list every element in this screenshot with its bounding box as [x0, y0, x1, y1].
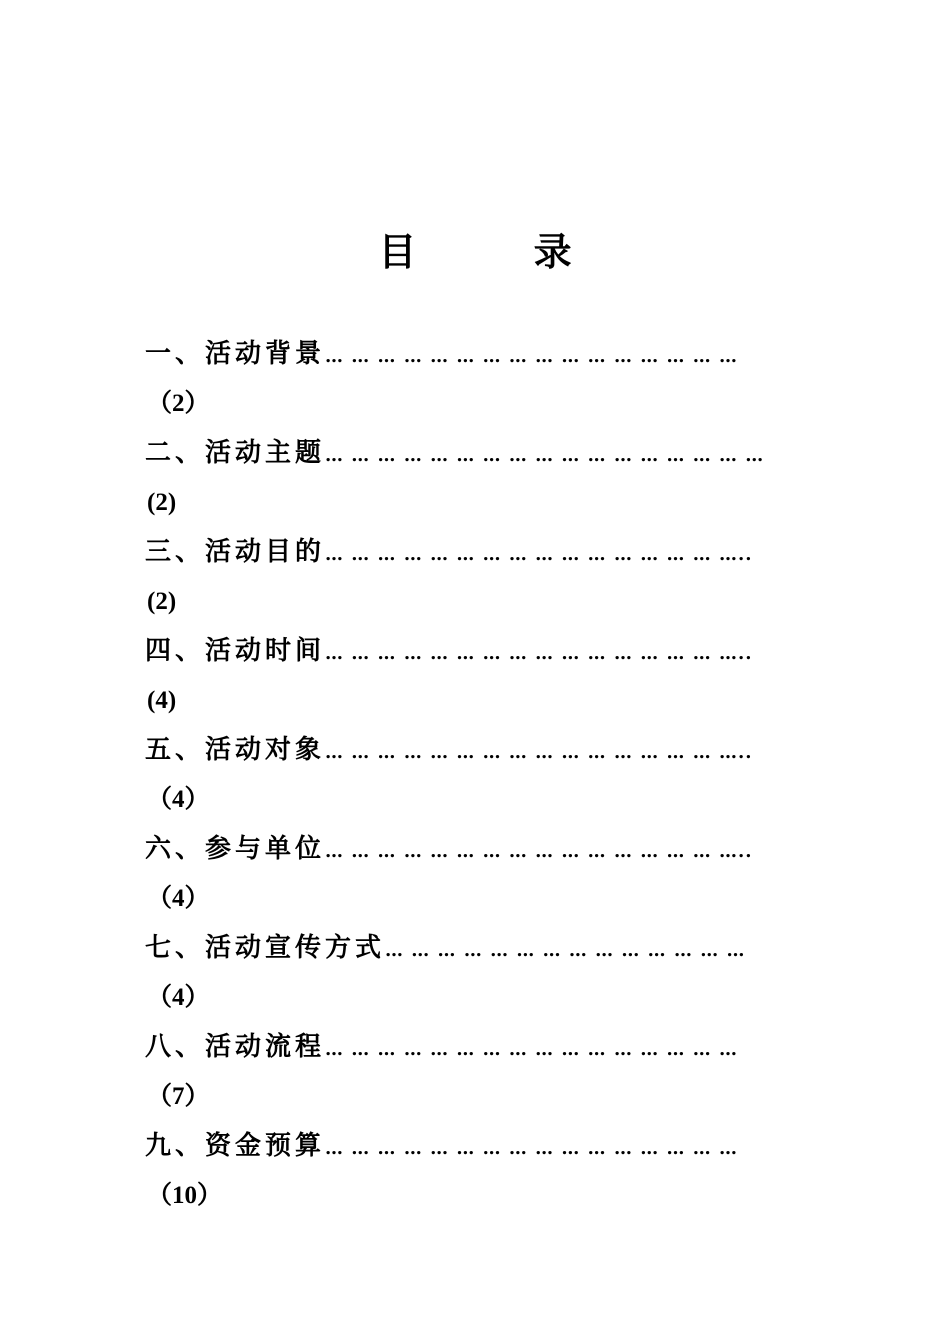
toc-page-number: （7）: [147, 1083, 210, 1110]
toc-line: [145, 825, 805, 873]
toc-line: [145, 1122, 805, 1170]
toc-leader: … … … … … … … … … … … … … …: [385, 940, 746, 961]
toc-page-number: (2): [147, 489, 177, 516]
toc-heading: 七、活动宣传方式: [145, 933, 386, 963]
toc-entry[interactable]: [145, 429, 805, 528]
toc-page-number: （4）: [147, 885, 210, 912]
toc-leader: … … … … … … … … … … … … … … … …..: [325, 643, 753, 664]
toc-leader: … … … … … … … … … … … … … … … …..: [325, 742, 753, 763]
toc-entry[interactable]: [145, 330, 805, 429]
toc-page-number: （2）: [147, 390, 210, 417]
toc-heading: 二、活动主题: [145, 438, 326, 468]
toc-heading: 九、资金预算: [145, 1131, 326, 1161]
page-title: 目 录: [378, 230, 624, 274]
toc-leader: … … … … … … … … … … … … … … … …..: [325, 544, 753, 565]
toc-leader: … … … … … … … … … … … … … … … …: [325, 346, 739, 367]
toc-entry[interactable]: [145, 1023, 805, 1122]
toc-entry[interactable]: [145, 528, 805, 627]
toc-line: [145, 924, 805, 972]
toc-page-number: （4）: [147, 984, 210, 1011]
toc-entry[interactable]: [145, 726, 805, 825]
toc-line: [145, 627, 805, 675]
toc-heading: 五、活动对象: [145, 735, 326, 765]
toc-entry[interactable]: [145, 825, 805, 924]
toc-heading: 一、活动背景: [145, 339, 326, 369]
toc-page-number: (2): [147, 588, 177, 615]
toc-heading: 六、参与单位: [145, 834, 326, 864]
toc-line: [145, 726, 805, 774]
toc-leader: … … … … … … … … … … … … … … … …: [325, 1039, 739, 1060]
toc-line: [145, 330, 805, 378]
toc-heading: 三、活动目的: [145, 537, 326, 567]
toc-line: [145, 528, 805, 576]
toc-leader: … … … … … … … … … … … … … … … …: [325, 1138, 739, 1159]
toc-leader: … … … … … … … … … … … … … … … …..: [325, 841, 753, 862]
toc-page-number: (4): [147, 687, 177, 714]
toc-page-number: （10）: [147, 1182, 223, 1209]
toc-heading: 四、活动时间: [145, 636, 326, 666]
toc-page-number: （4）: [147, 786, 210, 813]
toc-entry[interactable]: [145, 627, 805, 726]
toc-line: [145, 1023, 805, 1071]
toc-line: [145, 429, 805, 477]
toc-entry[interactable]: [145, 924, 805, 1023]
table-of-contents: [145, 330, 805, 1221]
toc-heading: 八、活动流程: [145, 1032, 326, 1062]
toc-entry[interactable]: [145, 1122, 805, 1221]
toc-leader: … … … … … … … … … … … … … … … … …: [325, 445, 765, 466]
